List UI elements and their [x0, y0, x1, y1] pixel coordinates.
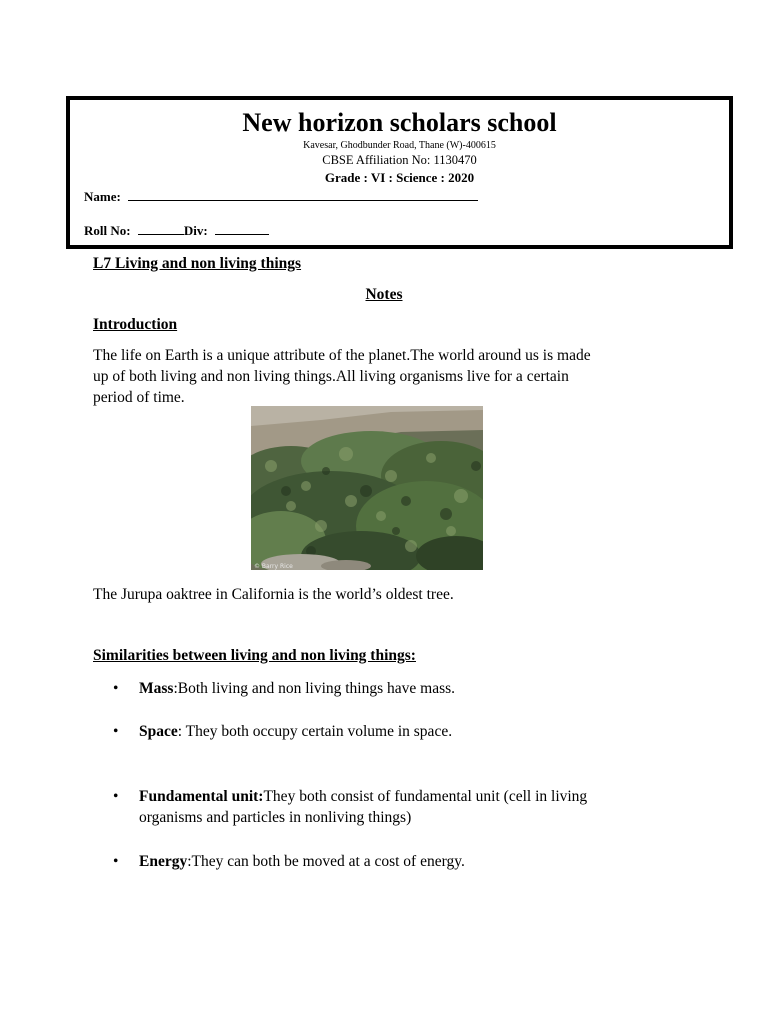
affiliation-number: CBSE Affiliation No: 1130470: [322, 153, 477, 167]
bullet-text: :They can both be moved at a cost of energy.: [187, 853, 465, 870]
grade-subject-year: Grade : VI : Science : 2020: [324, 170, 475, 185]
bullet-text: :Both living and non living things have mass.: [173, 680, 456, 697]
name-blank-line[interactable]: [128, 188, 478, 201]
lesson-title: L7 Living and non living things: [93, 255, 302, 272]
bullet-text-continued: organisms and particles in nonliving things): [139, 809, 412, 826]
photo-watermark: © Barry Rice: [254, 563, 293, 570]
intro-line-1: The life on Earth is a unique attribute of the planet.The world around us is made: [93, 347, 591, 364]
oak-tree-photo: [251, 406, 483, 570]
similarities-heading: Similarities between living and non living things:: [93, 647, 416, 664]
photo-caption: The Jurupa oaktree in California is the world’s oldest tree.: [93, 586, 454, 603]
intro-line-2: up of both living and non living things.All living organisms live for a certain: [93, 368, 569, 385]
div-blank-line[interactable]: [215, 222, 269, 235]
bullet-text: : They both occupy certain volume in space.: [177, 723, 453, 740]
school-header-box: [66, 96, 733, 249]
bullet-term: Mass: [139, 680, 174, 697]
name-label: Name:: [84, 189, 121, 204]
bullet-text: They both consist of fundamental unit (cell in living: [263, 788, 588, 805]
roll-label: Roll No:: [84, 223, 131, 238]
bullet-term: Fundamental unit:: [139, 788, 264, 805]
bullet-term: Space: [139, 723, 178, 740]
intro-line-3: period of time.: [93, 389, 185, 406]
bullet-icon: •: [113, 788, 119, 805]
bullet-icon: •: [113, 680, 119, 697]
div-label: Div:: [183, 223, 208, 238]
bullet-icon: •: [113, 853, 119, 870]
bullet-icon: •: [113, 723, 119, 740]
notes-heading: Notes: [365, 286, 403, 303]
introduction-heading: Introduction: [93, 316, 178, 333]
school-name: New horizon scholars school: [242, 108, 557, 137]
roll-div-field: [84, 222, 269, 239]
introduction-paragraph: [93, 345, 693, 408]
bullet-term: Energy: [139, 853, 188, 870]
school-address: Kavesar, Ghodbunder Road, Thane (W)-400615: [303, 140, 496, 151]
roll-blank-line[interactable]: [138, 222, 184, 235]
name-field: [84, 188, 478, 205]
